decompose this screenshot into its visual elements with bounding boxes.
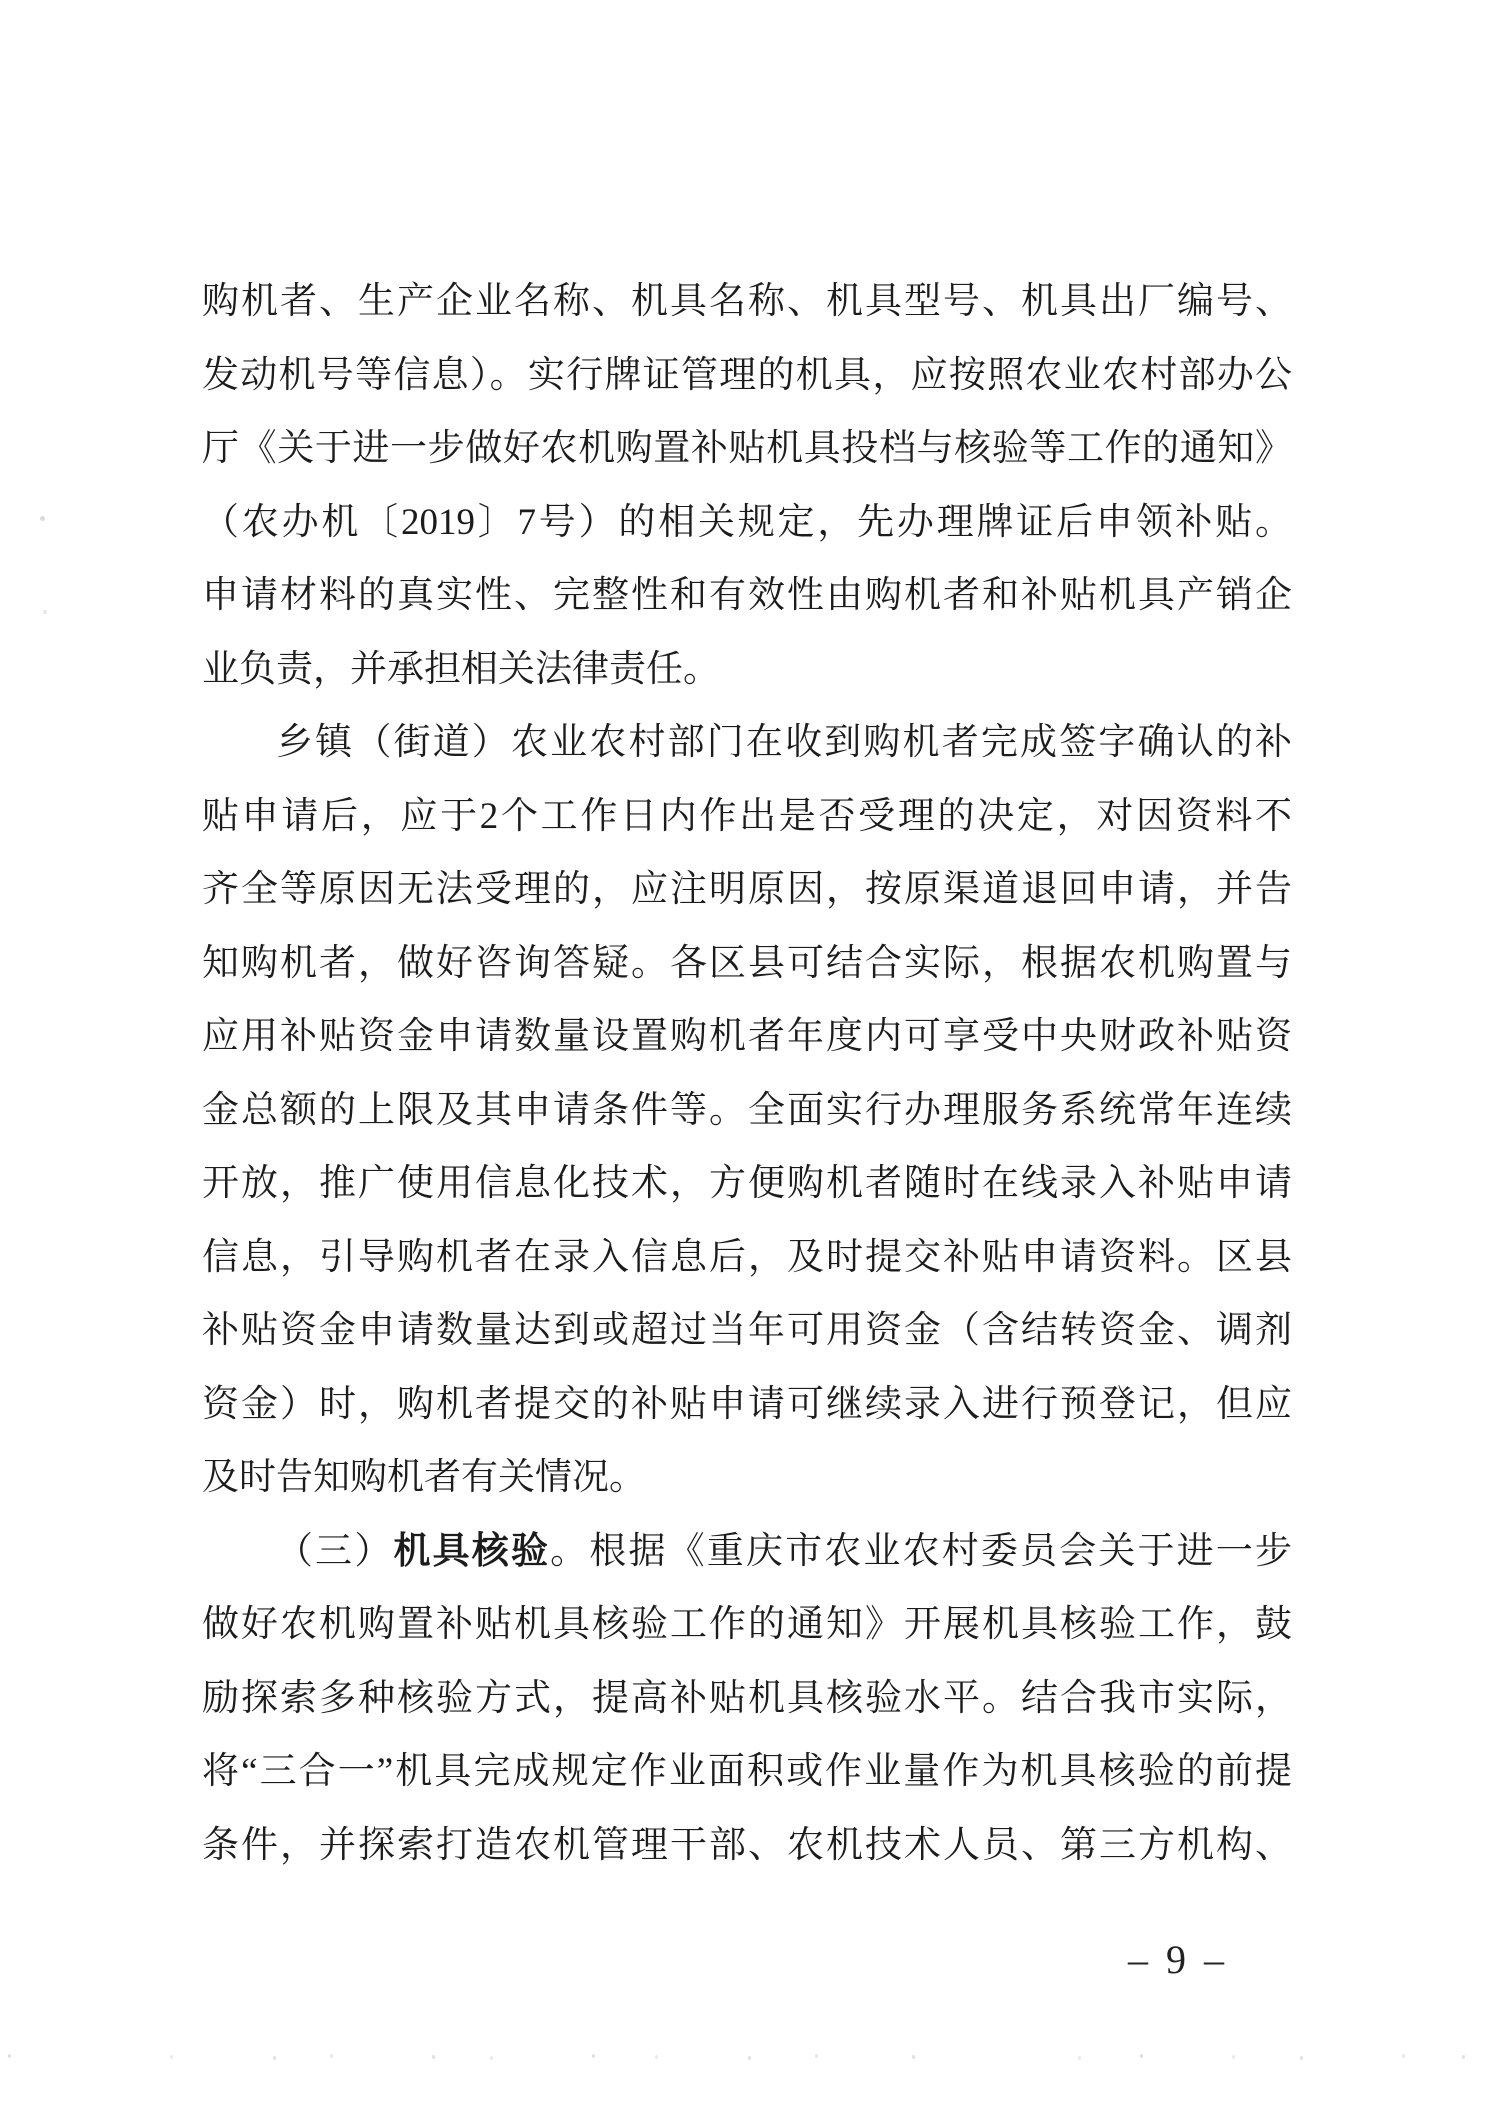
scan-speck xyxy=(43,610,47,614)
scan-speck xyxy=(912,2055,915,2059)
body-text: 信息，引导购机者在录入信息后，及时提交补贴申请资料。区县 xyxy=(202,1236,1292,1278)
body-text: 条件，并探索打造农机管理干部、农机技术人员、第三方机构、 xyxy=(202,1824,1292,1866)
body-text: 及时告知购机者有关情况。 xyxy=(202,1457,646,1498)
body-text: 做好农机购置补贴机具核验工作的通知》开展机具核验工作，鼓 xyxy=(202,1604,1292,1645)
scan-speck xyxy=(748,2056,751,2060)
body-text: 励探索多种核验方式，提高补贴机具核验水平。结合我市实际， xyxy=(202,1677,1292,1719)
body-text: 资金）时，购机者提交的补贴申请可继续录入进行预登记，但应 xyxy=(202,1383,1292,1425)
text-line xyxy=(202,1294,1292,1368)
scan-speck xyxy=(490,2056,493,2060)
scan-speck xyxy=(1462,2055,1465,2059)
text-line xyxy=(202,559,1292,633)
scan-speck xyxy=(8,2054,11,2058)
body-text: 知购机者，做好咨询答疑。各区县可结合实际，根据农机购置与 xyxy=(202,942,1292,984)
text-line xyxy=(202,486,1292,560)
body-text: 贴申请后，应于2个工作日内作出是否受理的决定，对因资料不 xyxy=(202,795,1292,837)
text-line xyxy=(202,1588,1292,1662)
body-text: 将“三合一”机具完成规定作业面积或作业量作为机具核验的前提 xyxy=(202,1751,1292,1792)
text-line xyxy=(202,1000,1292,1074)
body-text: 购机者、生产企业名称、机具名称、机具型号、机具出厂编号、 xyxy=(202,281,1292,322)
text-line xyxy=(202,706,1292,780)
text-line xyxy=(202,265,1292,339)
scan-speck xyxy=(432,2055,435,2059)
body-text: 开放，推广使用信息化技术，方便购机者随时在线录入补贴申请 xyxy=(202,1163,1292,1204)
scan-speck xyxy=(1402,2054,1405,2058)
scan-speck xyxy=(1232,2055,1235,2059)
body-text: 申请材料的真实性、完整性和有效性由购机者和补贴机具产销企 xyxy=(202,575,1292,616)
scan-speck xyxy=(592,2054,595,2058)
text-line xyxy=(202,927,1292,1001)
page-number: – 9 – xyxy=(1128,1937,1228,1982)
scan-speck xyxy=(1078,2056,1081,2060)
scan-speck xyxy=(273,2056,276,2060)
text-line xyxy=(202,1221,1292,1295)
text-line xyxy=(202,1515,1292,1589)
text-line xyxy=(202,1368,1292,1442)
bold-heading-text: 机具核验 xyxy=(393,1530,551,1572)
scan-speck xyxy=(815,2054,818,2058)
body-text: 发动机号等信息）。实行牌证管理的机具，应按照农业农村部办公 xyxy=(202,354,1292,396)
body-text: 。根据《重庆市农业农村委员会关于进一步 xyxy=(550,1530,1293,1572)
text-line xyxy=(202,1662,1292,1736)
document-body xyxy=(202,265,1292,1882)
scan-speck xyxy=(1140,2054,1143,2058)
body-text: 厅《关于进一步做好农机购置补贴机具投档与核验等工作的通知》 xyxy=(202,428,1292,469)
text-line xyxy=(202,1074,1292,1148)
body-text: 补贴资金申请数量达到或超过当年可用资金（含结转资金、调剂 xyxy=(202,1310,1292,1351)
body-text: 金总额的上限及其申请条件等。全面实行办理服务系统常年连续 xyxy=(202,1089,1292,1131)
body-text: （三） xyxy=(276,1530,394,1572)
body-text: 业负责，并承担相关法律责任。 xyxy=(202,648,720,690)
body-text: 乡镇（街道）农业农村部门在收到购机者完成签字确认的补 xyxy=(276,722,1292,763)
scan-speck xyxy=(170,2055,173,2059)
scan-speck xyxy=(330,2054,333,2058)
scan-speck xyxy=(1300,2056,1303,2060)
text-line xyxy=(202,1735,1292,1809)
text-line xyxy=(202,1441,1292,1515)
text-line xyxy=(202,633,1292,707)
text-line xyxy=(202,780,1292,854)
body-text: （农办机〔2019〕7号）的相关规定，先办理牌证后申领补贴。 xyxy=(202,501,1292,543)
text-line xyxy=(202,339,1292,413)
body-text: 应用补贴资金申请数量设置购机者年度内可享受中央财政补贴资 xyxy=(202,1016,1292,1057)
text-line xyxy=(202,412,1292,486)
text-line xyxy=(202,853,1292,927)
scan-speck xyxy=(40,516,45,521)
text-line xyxy=(202,1147,1292,1221)
scan-speck xyxy=(655,2055,658,2059)
text-line xyxy=(202,1809,1292,1883)
body-text: 齐全等原因无法受理的，应注明原因，按原渠道退回申请，并告 xyxy=(202,869,1292,910)
